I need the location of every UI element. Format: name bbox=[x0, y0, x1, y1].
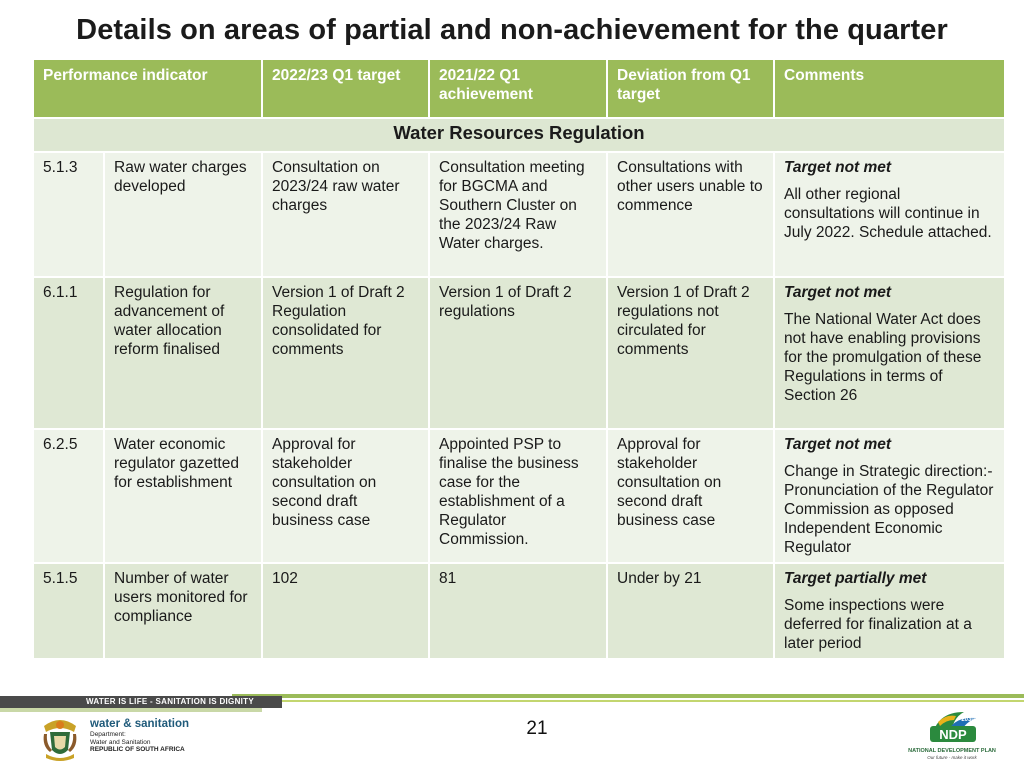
row-comment-text: Change in Strategic direction:- Pronunciation of the Regulator Commission as opposed Independent Economic Regulator bbox=[784, 463, 994, 556]
row-status: Target not met bbox=[784, 436, 892, 453]
row-status: Target not met bbox=[784, 159, 892, 176]
table-row bbox=[33, 429, 1005, 563]
row-comments bbox=[774, 563, 1005, 659]
row-target: Consultation on 2023/24 raw water charges bbox=[262, 152, 429, 277]
section-row bbox=[33, 118, 1005, 152]
footer-slogan: WATER IS LIFE - SANITATION IS DIGNITY bbox=[86, 697, 254, 706]
row-achievement: Appointed PSP to finalise the business case for the establishment of a Regulator Commission. bbox=[429, 429, 607, 563]
page-number: 21 bbox=[526, 718, 548, 739]
footer-bar bbox=[0, 694, 1024, 718]
coat-of-arms-icon bbox=[38, 716, 82, 762]
row-comment-text: Some inspections were deferred for finalization at a later period bbox=[784, 597, 972, 652]
dept-name: water & sanitation bbox=[90, 718, 190, 730]
row-comment-text: All other regional consultations will continue in July 2022. Schedule attached. bbox=[784, 186, 992, 241]
dept-line3: REPUBLIC OF SOUTH AFRICA bbox=[90, 746, 185, 753]
row-comments bbox=[774, 152, 1005, 277]
header-target: 2022/23 Q1 target bbox=[262, 59, 429, 118]
header-comments: Comments bbox=[774, 59, 1005, 118]
row-target: Approval for stakeholder consultation on second draft business case bbox=[262, 429, 429, 563]
row-deviation: Approval for stakeholder consultation on second draft business case bbox=[607, 429, 774, 563]
table-header-row bbox=[33, 59, 1005, 118]
row-achievement: Consultation meeting for BGCMA and Southern Cluster on the 2023/24 Raw Water charges. bbox=[429, 152, 607, 277]
page-title: Details on areas of partial and non-achievement for the quarter bbox=[76, 14, 948, 46]
ndp-logo bbox=[906, 708, 998, 766]
ndp-tagline: Our future - make it work bbox=[927, 755, 977, 760]
footer-divider bbox=[0, 708, 262, 712]
row-comments bbox=[774, 429, 1005, 563]
dept-line1: Department: bbox=[90, 731, 126, 738]
header-achievement: 2021/22 Q1 achievement bbox=[429, 59, 607, 118]
footer-divider bbox=[260, 700, 1024, 702]
row-code: 5.1.5 bbox=[33, 563, 104, 659]
row-code: 5.1.3 bbox=[33, 152, 104, 277]
row-target: 102 bbox=[262, 563, 429, 659]
department-logo bbox=[38, 716, 228, 764]
row-indicator: Regulation for advancement of water allocation reform finalised bbox=[104, 277, 262, 429]
row-code: 6.1.1 bbox=[33, 277, 104, 429]
row-status: Target partially met bbox=[784, 570, 927, 587]
row-deviation: Under by 21 bbox=[607, 563, 774, 659]
footer-divider bbox=[232, 694, 1024, 698]
ndp-year: 2030 bbox=[961, 717, 975, 723]
table-row bbox=[33, 277, 1005, 429]
row-status: Target not met bbox=[784, 284, 892, 301]
ndp-mark: NDP bbox=[939, 727, 967, 742]
ndp-emblem-icon bbox=[906, 708, 998, 748]
table-row bbox=[33, 563, 1005, 659]
row-target: Version 1 of Draft 2 Regulation consolidated for comments bbox=[262, 277, 429, 429]
row-code: 6.2.5 bbox=[33, 429, 104, 563]
ndp-label: NATIONAL DEVELOPMENT PLAN bbox=[908, 748, 996, 754]
dept-line2: Water and Sanitation bbox=[90, 738, 151, 746]
row-deviation: Consultations with other users unable to commence bbox=[607, 152, 774, 277]
row-indicator: Raw water charges developed bbox=[104, 152, 262, 277]
row-achievement: Version 1 of Draft 2 regulations bbox=[429, 277, 607, 429]
section-label: Water Resources Regulation bbox=[33, 118, 1005, 152]
row-indicator: Water economic regulator gazetted for establishment bbox=[104, 429, 262, 563]
row-indicator: Number of water users monitored for compliance bbox=[104, 563, 262, 659]
row-deviation: Version 1 of Draft 2 regulations not circulated for comments bbox=[607, 277, 774, 429]
row-comments bbox=[774, 277, 1005, 429]
achievement-table bbox=[32, 58, 1006, 660]
header-performance-indicator: Performance indicator bbox=[33, 59, 262, 118]
header-deviation: Deviation from Q1 target bbox=[607, 59, 774, 118]
row-comment-text: The National Water Act does not have enabling provisions for the promulgation of these Regulations in terms of Section 26 bbox=[784, 311, 982, 404]
table-row bbox=[33, 152, 1005, 277]
row-achievement: 81 bbox=[429, 563, 607, 659]
